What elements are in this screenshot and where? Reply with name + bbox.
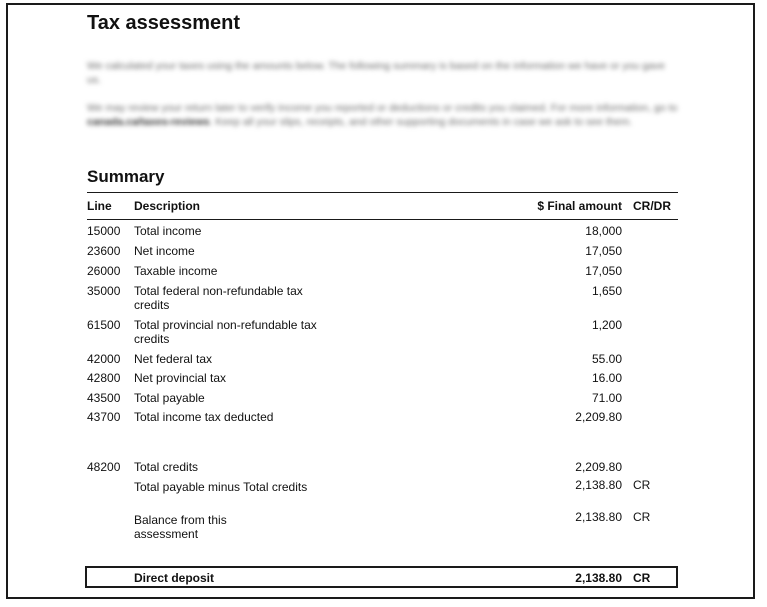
row-line-number: 61500 — [87, 318, 121, 332]
row-amount: 18,000 — [585, 224, 622, 238]
direct-deposit-label: Direct deposit — [134, 571, 215, 585]
reviews-link-text: canada.ca/taxes-reviews — [87, 116, 210, 128]
row-description: Total provincial non-refundable tax credits — [134, 318, 317, 346]
column-header-crdr: CR/DR — [633, 199, 671, 213]
row-description: Taxable income — [134, 264, 218, 278]
row-amount: 2,138.80 — [575, 510, 622, 524]
direct-deposit-amount: 2,138.80 — [575, 571, 622, 585]
row-description: Net federal tax — [134, 352, 213, 366]
row-description: Total payable minus Total credits — [134, 480, 308, 494]
row-line-number: 23600 — [87, 244, 121, 258]
row-line-number: 43500 — [87, 391, 121, 405]
intro-paragraph-2: We may review your return later to verify income you reported or deductions or credits you claimed. For more information, go to canada.ca/taxes-reviews. Keep all your slips, receipts, and other supporting documents in case we ask to see them. — [87, 102, 678, 128]
row-amount: 2,138.80 — [575, 478, 622, 492]
row-description: Total payable — [134, 391, 205, 405]
summary-heading: Summary — [87, 167, 165, 186]
row-description: Net provincial tax — [134, 371, 227, 385]
row-line-number: 48200 — [87, 460, 121, 474]
row-amount: 71.00 — [591, 391, 622, 405]
row-line-number: 26000 — [87, 264, 121, 278]
row-line-number: 15000 — [87, 224, 121, 238]
row-amount: 17,050 — [585, 264, 622, 278]
table-header-rule — [87, 219, 678, 220]
row-line-number: 42000 — [87, 352, 121, 366]
row-line-number: 43700 — [87, 410, 121, 424]
direct-deposit-crdr: CR — [633, 571, 651, 585]
row-line-number: 42800 — [87, 371, 121, 385]
row-description: Balance from this assessment — [134, 513, 227, 541]
row-line-number: 35000 — [87, 284, 121, 298]
row-description: Total credits — [134, 460, 199, 474]
row-crdr: CR — [633, 510, 651, 524]
row-amount: 16.00 — [591, 371, 622, 385]
row-description: Net income — [134, 244, 195, 258]
column-header-description: Description — [134, 199, 201, 213]
page-title: Tax assessment — [87, 12, 241, 34]
table-top-rule — [87, 192, 678, 193]
column-header-line: Line — [87, 199, 112, 213]
row-crdr: CR — [633, 478, 651, 492]
row-amount: 55.00 — [591, 352, 622, 366]
row-description: Total income tax deducted — [134, 410, 274, 424]
row-description: Total federal non-refundable tax credits — [134, 284, 303, 312]
row-amount: 1,200 — [591, 318, 622, 332]
intro-paragraph-1: We calculated your taxes using the amounts below. The following summary is based on the information we have or you gave us. — [87, 60, 666, 86]
row-amount: 1,650 — [591, 284, 622, 298]
row-amount: 2,209.80 — [575, 460, 622, 474]
column-header-amount: $ Final amount — [537, 199, 622, 213]
row-description: Total income — [134, 224, 202, 238]
row-amount: 2,209.80 — [575, 410, 622, 424]
row-amount: 17,050 — [585, 244, 622, 258]
